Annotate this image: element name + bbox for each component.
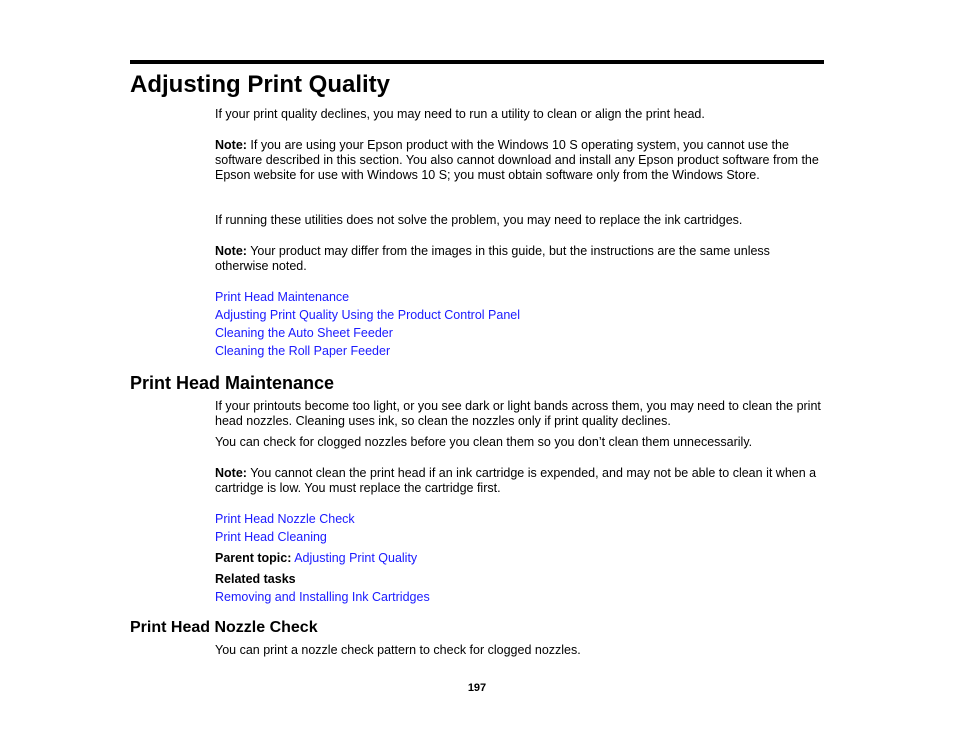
- section-heading-print-head-maintenance: Print Head Maintenance: [130, 373, 335, 393]
- link-removing-installing-ink-cartridges[interactable]: Removing and Installing Ink Cartridges: [215, 590, 430, 604]
- intro-paragraph: If your print quality declines, you may need to run a utility to clean or align the print head.: [215, 107, 705, 121]
- note-images-differ: [215, 244, 825, 274]
- link-print-head-maintenance-row: [215, 290, 825, 305]
- section-heading-nozzle-check: Print Head Nozzle Check: [130, 619, 318, 636]
- link-cleaning-auto-sheet-feeder[interactable]: Cleaning the Auto Sheet Feeder: [215, 326, 393, 340]
- clogged-nozzles-paragraph: You can check for clogged nozzles before you clean them so you don’t clean them unnecessarily.: [215, 435, 753, 449]
- note-cartridge-expended: [215, 466, 825, 496]
- heading-rule: [130, 60, 824, 64]
- maintenance-paragraph: If your printouts become too light, or you see dark or light bands across them, you may need to clean the print head nozzles. Cleaning uses ink, so clean the nozzles only if print quality declines.: [215, 399, 821, 428]
- link-head-cleaning-row: [215, 530, 825, 545]
- link-print-head-cleaning[interactable]: Print Head Cleaning: [215, 530, 327, 544]
- note-label: Note:: [215, 244, 247, 258]
- replace-cartridges-paragraph: If running these utilities does not solve the problem, you may need to replace the ink cartridges.: [215, 213, 743, 227]
- note-windows-10s: [215, 138, 825, 183]
- note-label: Note:: [215, 138, 247, 152]
- parent-topic: [215, 551, 825, 566]
- nozzle-check-paragraph: You can print a nozzle check pattern to check for clogged nozzles.: [215, 643, 581, 657]
- note-label: Note:: [215, 466, 247, 480]
- note-text: Your product may differ from the images in this guide, but the instructions are the same unless otherwise noted.: [215, 244, 770, 273]
- parent-topic-label: Parent topic:: [215, 551, 292, 565]
- page-title: Adjusting Print Quality: [130, 71, 391, 98]
- note-text: If you are using your Epson product with the Windows 10 S operating system, you cannot use the software described in this section. You also cannot download and install any Epson product software from the Epson website for use with Windows 10 S; you must obtain software only from the Windows Store.: [215, 138, 819, 182]
- related-tasks-label: Related tasks: [215, 572, 296, 586]
- link-adjusting-print-quality-control-panel[interactable]: Adjusting Print Quality Using the Product Control Panel: [215, 308, 521, 322]
- link-control-panel-row: [215, 308, 825, 323]
- link-ink-cartridges-row: [215, 590, 825, 605]
- link-auto-sheet-feeder-row: [215, 326, 825, 341]
- link-nozzle-check-row: [215, 512, 825, 527]
- link-print-head-nozzle-check[interactable]: Print Head Nozzle Check: [215, 512, 355, 526]
- note-text: You cannot clean the print head if an ink cartridge is expended, and may not be able to clean it when a cartridge is low. You must replace the cartridge first.: [215, 466, 817, 495]
- link-print-head-maintenance[interactable]: Print Head Maintenance: [215, 290, 350, 304]
- page-number: 197: [467, 682, 487, 694]
- link-cleaning-roll-paper-feeder[interactable]: Cleaning the Roll Paper Feeder: [215, 344, 391, 358]
- link-roll-paper-feeder-row: [215, 344, 825, 359]
- link-parent-adjusting-print-quality[interactable]: Adjusting Print Quality: [294, 551, 418, 565]
